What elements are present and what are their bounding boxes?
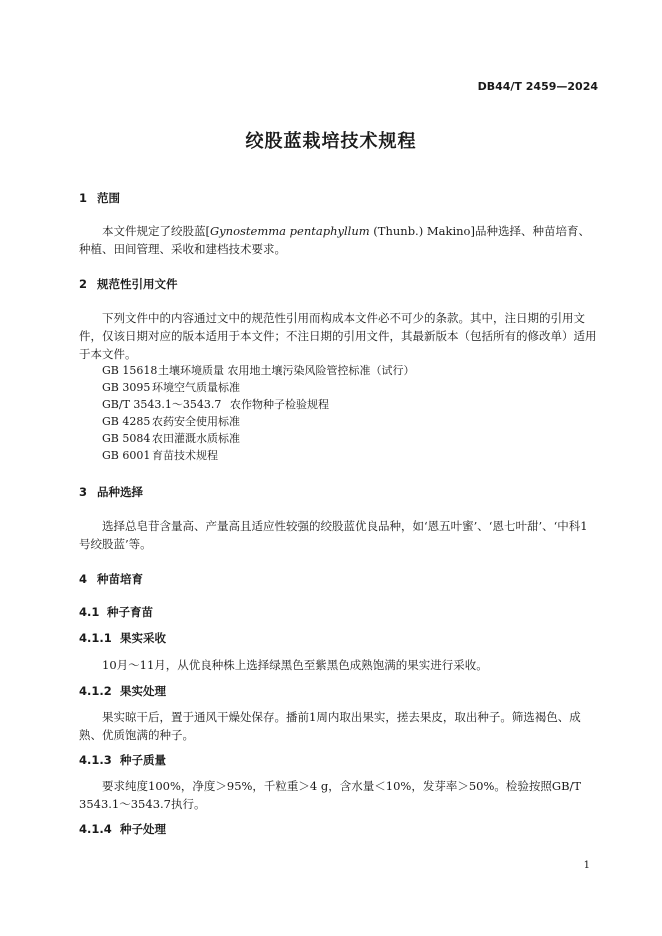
subsection-4-1-3-heading [79,752,166,768]
reference-item [102,447,218,463]
section-number: 2 [79,277,88,291]
section-2-heading [79,276,178,292]
reference-code: GB 6001 [102,449,151,462]
reference-code: GB/T 3543.1～3543.7 [102,398,222,411]
reference-code: GB 4285 [102,415,151,428]
text-run: (Thunb.) Makino]品种选择、种苗培育、种植、田间管理、采收和建档技术要求。 [79,224,590,256]
subsection-4-1-1-heading [79,630,166,646]
standard-number: DB44/T 2459—2024 [477,80,598,93]
section-number: 4 [79,572,88,586]
page-number: 1 [583,860,590,871]
reference-item [102,396,329,412]
subsection-4-1-1-paragraph: 10月～11月，从优良种株上选择绿黑色至紫黑色成熟饱满的果实进行采收。 [102,658,488,672]
subsection-4-1-2-heading [79,683,166,699]
reference-name: 农药安全使用标准 [152,415,240,428]
section-1-paragraph [79,222,599,258]
section-2-paragraph: 下列文件中的内容通过文中的规范性引用而构成本文件必不可少的条款。其中，注日期的引用文件，仅该日期对应的版本适用于本文件；不注日期的引用文件，其最新版本（包括所有的修改单）适用于本文件。 [79,311,597,361]
section-title: 种子处理 [120,822,166,836]
document-title: 绞股蓝栽培技术规程 [245,131,417,152]
subsection-4-1-4-heading [79,821,166,837]
section-title: 果实采收 [120,631,166,645]
section-title: 果实处理 [120,684,166,698]
subsection-4-1-2-paragraph: 果实晾干后，置于通风干燥处保存。播前1周内取出果实，搓去果皮，取出种子。筛选褐色、成熟、优质饱满的种子。 [79,710,581,742]
section-number: 4.1.2 [79,684,112,698]
reference-name: 环境空气质量标准 [152,381,240,394]
reference-item [102,379,240,395]
reference-code: GB 5084 [102,432,151,445]
section-3-paragraph: 选择总皂苷含量高、产量高且适应性较强的绞股蓝优良品种，如‘恩五叶蜜’、‘恩七叶甜’、‘中科1号绞股蓝’等。 [79,519,588,551]
section-number: 1 [79,191,88,205]
section-1-heading [79,190,120,206]
section-title: 范围 [97,191,120,205]
section-title: 品种选择 [97,485,143,499]
text-run: 本文件规定了绞股蓝[ [102,224,210,238]
section-number: 4.1.3 [79,753,112,767]
reference-item [102,413,240,429]
reference-name: 农田灌溉水质标准 [152,432,240,445]
reference-item [102,362,415,378]
section-3-heading [79,484,143,500]
section-title: 种子质量 [120,753,166,767]
section-number: 4.1 [79,605,100,619]
section-number: 4.1.4 [79,822,112,836]
reference-code: GB 3095 [102,381,151,394]
reference-name: 农作物种子检验规程 [230,398,329,411]
section-title: 种苗培育 [97,572,143,586]
subsection-4-1-heading [79,604,153,620]
section-number: 3 [79,485,88,499]
subsection-4-1-3-paragraph: 要求纯度100%，净度＞95%，千粒重＞4 g，含水量＜10%，发芽率＞50%。检验按照GB/T 3543.1～3543.7执行。 [79,779,582,811]
section-4-heading [79,571,143,587]
section-title: 种子育苗 [107,605,153,619]
reference-item [102,430,240,446]
latin-name: Gynostemma pentaphyllum [210,224,370,238]
section-number: 4.1.1 [79,631,112,645]
reference-name: 土壤环境质量 农用地土壤污染风险管控标准（试行） [158,364,415,377]
reference-name: 育苗技术规程 [152,449,218,462]
section-title: 规范性引用文件 [97,277,178,291]
reference-code: GB 15618 [102,364,158,377]
